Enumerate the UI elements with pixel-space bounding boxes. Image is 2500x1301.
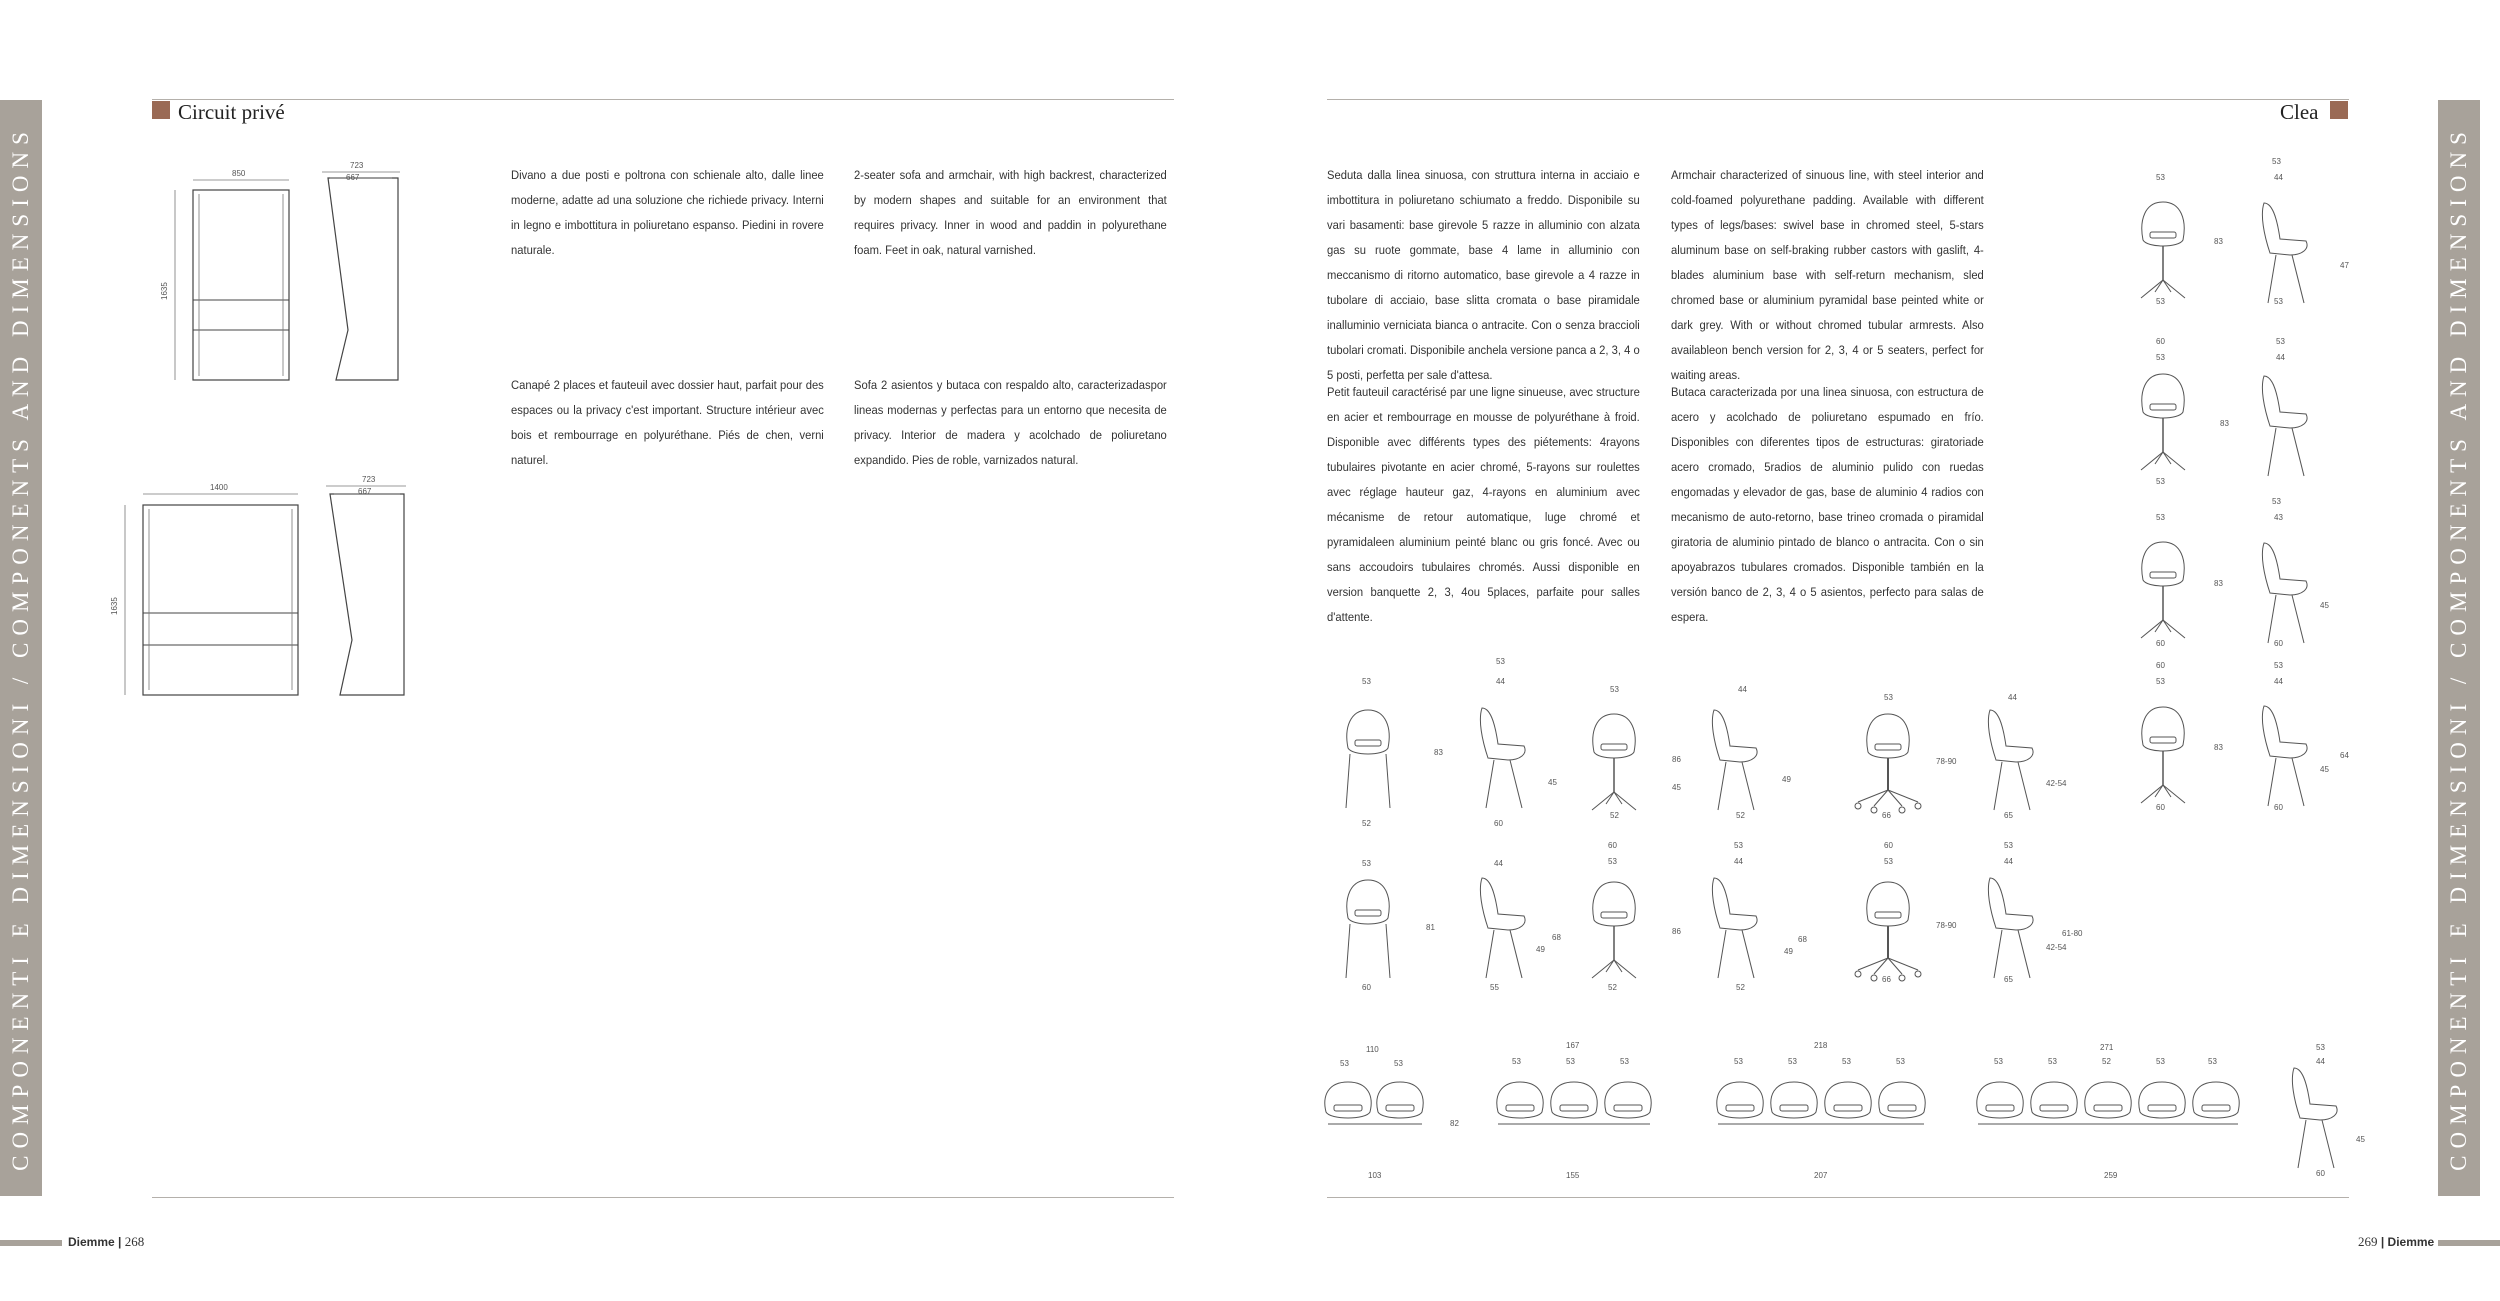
bench1-seat2: 53 <box>1394 1059 1403 1068</box>
row2-c1-bottom: 60 <box>1362 983 1371 992</box>
col1-side-bottom: 53 <box>2274 297 2283 306</box>
right-folio-sep: | <box>2380 1235 2385 1249</box>
bench3-seat4: 53 <box>1896 1057 1905 1066</box>
right-text-es: Butaca caracterizada por una linea sinuosa, con estructura de acero y acolchado de poliuretano espumado en frío. Disponibles con diferentes tipos de estructuras: giratoriade acero cromado, 5radios de aluminio pulido con ruedas engomadas y elevador de gas, base de aluminio 4 radios con mecanismo de auto-retorno, base trineo cromada o piramidal giratoria de aluminio pintado de blanco o antracita. Con o sin apoyabrazos tubulares cromados. Disponible también en la versión banco de 2, 3, 4 o 5 asientos, perfecto para salas de espera. <box>1671 385 1984 624</box>
right-folio-brand: Diemme <box>2387 1235 2435 1249</box>
row2-c2-arm: 68 <box>1552 933 1561 942</box>
row2-c4-bottom: 52 <box>1736 983 1745 992</box>
col4-arm: 64 <box>2340 751 2349 760</box>
circuit-armchair-front <box>175 180 289 380</box>
row2-c2-seat: 49 <box>1536 945 1545 954</box>
row1-c5-height: 78-90 <box>1936 757 1957 766</box>
circuit-armchair-side <box>322 172 400 380</box>
row2-c1-top: 53 <box>1362 859 1371 868</box>
bench3-seat1: 53 <box>1734 1057 1743 1066</box>
left-folio-sep: | <box>118 1235 122 1249</box>
circuit-sofa-side <box>326 486 406 695</box>
row2-c5-top: 60 <box>1884 841 1893 850</box>
bench4-seat1: 53 <box>1994 1057 2003 1066</box>
left-folio-page: 268 <box>124 1234 145 1249</box>
clea-chair-row1 <box>1346 708 2033 813</box>
row2-c2-bottom: 55 <box>1490 983 1499 992</box>
row2-c3-bottom: 52 <box>1608 983 1617 992</box>
col3-side-top: 53 <box>2272 497 2281 506</box>
right-page-title: Clea <box>2280 100 2319 124</box>
left-text-es: Sofa 2 asientos y butaca con respaldo alto, caracterizadaspor lineas modernas y perfectas para un entorno que necesita de privacy. Interior de madera y acolchado de poliuretano expandido. Pies de roble, varnizados natural. <box>854 378 1167 467</box>
bench-side-bottom: 60 <box>2316 1169 2325 1178</box>
col4-front-top2: 53 <box>2156 677 2165 686</box>
bench4-total: 271 <box>2100 1043 2114 1052</box>
col4-side-top2: 44 <box>2274 677 2283 686</box>
left-bottom-rule <box>152 1197 1174 1198</box>
bench1-seat1: 53 <box>1340 1059 1349 1068</box>
clea-side-column <box>2141 202 2307 806</box>
bench3-seat2: 53 <box>1788 1057 1797 1066</box>
row2-c4-seat: 49 <box>1784 947 1793 956</box>
left-folio <box>68 1234 144 1250</box>
row2-c1-height: 81 <box>1426 923 1435 932</box>
row1-c5-top: 53 <box>1884 693 1893 702</box>
row2-c4-top: 53 <box>1734 841 1743 850</box>
left-text-it: Divano a due posti e poltrona con schienale alto, dalle linee moderne, adatte ad una soluzione che richiede privacy. Interni in legno e imbottitura in poliuretano espanso. Piedini in rovere naturale. <box>511 168 824 257</box>
right-folio-page: 269 <box>2358 1234 2378 1249</box>
row1-c4-height: 86 <box>1672 755 1681 764</box>
circuit-sofa-front <box>125 494 298 695</box>
row1-c1-height: 83 <box>1434 748 1443 757</box>
row2-c6-top2: 44 <box>2004 857 2013 866</box>
row1-c1-bottom: 52 <box>1362 819 1371 828</box>
row2-c4-arm: 68 <box>1798 935 1807 944</box>
row1-c1-top: 53 <box>1362 677 1371 686</box>
row2-c5-bottom: 66 <box>1882 975 1891 984</box>
col3-front-bottom: 60 <box>2156 639 2165 648</box>
col4-side-top: 53 <box>2274 661 2283 670</box>
dim-armchair-width: 850 <box>232 169 246 178</box>
row2-c5-height: 78-90 <box>1936 921 1957 930</box>
clea-benches <box>1325 1068 2337 1168</box>
right-sidebar-label: COMPONENTI E DIMENSIONI / COMPONENTS AND DIMENSIONS <box>2446 125 2471 1171</box>
dim-sofa-width: 1400 <box>210 483 228 492</box>
bench4-seat4: 53 <box>2156 1057 2165 1066</box>
row2-c3-top2: 53 <box>1608 857 1617 866</box>
col3-seat: 45 <box>2320 601 2329 610</box>
col1-side-top2: 44 <box>2274 173 2283 182</box>
dim-armchair-height: 1635 <box>160 282 169 300</box>
bench-side-top2: 44 <box>2316 1057 2325 1066</box>
left-page-title: Circuit privé <box>178 100 285 124</box>
bench2-seat1: 53 <box>1512 1057 1521 1066</box>
row1-c6-top: 44 <box>2008 693 2017 702</box>
dim-armchair-depth-outer: 723 <box>350 161 364 170</box>
left-folio-brand: Diemme <box>68 1235 115 1249</box>
row1-c2-top: 53 <box>1496 657 1505 666</box>
dim-sofa-height: 1635 <box>110 597 119 615</box>
row1-c2-seat: 45 <box>1548 778 1557 787</box>
bench1-total: 110 <box>1366 1045 1379 1054</box>
bench4-base: 259 <box>2104 1171 2118 1180</box>
col2-front-top: 60 <box>2156 337 2165 346</box>
row2-c2-top: 44 <box>1494 859 1503 868</box>
row1-c2-bottom: 60 <box>1494 819 1503 828</box>
col1-front-top: 53 <box>2156 173 2165 182</box>
col1-height: 83 <box>2214 237 2223 246</box>
row2-c6-arm: 61-80 <box>2062 929 2083 938</box>
bench1-height: 82 <box>1450 1119 1459 1128</box>
bench2-seat2: 53 <box>1566 1057 1575 1066</box>
left-footer-bar <box>0 1240 62 1246</box>
bench3-seat3: 53 <box>1842 1057 1851 1066</box>
row2-c6-bottom: 65 <box>2004 975 2013 984</box>
right-text-en: Armchair characterized of sinuous line, with steel interior and cold-foamed polyurethane padding. Available with different types of legs/bases: swivel base in chromed steel, 5-stars aluminum base on self-braking rubber castors with gaslift, 4-blades aluminium base with self-return mechanism, sled chromed base or aluminium pyramidal base peinted white or dark grey. With or without chromed tubular armrests. Also availableon bench version for 2, 3, 4 or 5 seaters, perfect for waiting areas. <box>1671 168 1984 382</box>
col4-front-bottom: 60 <box>2156 803 2165 812</box>
bench3-total: 218 <box>1814 1041 1828 1050</box>
col3-side-top2: 43 <box>2274 513 2283 522</box>
right-text-it: Seduta dalla linea sinuosa, con struttura interna in acciaio e imbottitura in poliuretano schiumato a freddo. Disponibile su vari basamenti: base girevole 5 razze in alluminio con alzata gas su ruote gommate, base 4 lame in alluminio con meccanismo di ritorno automatico, base girevole a 4 razze in tubolare di acciaio, base slitta cromata o base piramidale inalluminio verniciata bianca o antracite. Con o senza braccioli tubolari cromati. Disponibile anchela versione panca a 2, 3, 4 o 5 posti, perfetta per sale d'attesa. <box>1327 168 1640 382</box>
bench-side-top: 53 <box>2316 1043 2325 1052</box>
dim-sofa-depth-inner: 667 <box>358 487 372 496</box>
left-text-en: 2-seater sofa and armchair, with high backrest, characterized by modern shapes and suitable for an environment that requires privacy. Inner in wood and paddin in polyurethane foam. Feet in oak, natural varnished. <box>854 168 1167 257</box>
col3-side-bottom: 60 <box>2274 639 2283 648</box>
clea-chair-row2 <box>1346 878 2033 981</box>
bench2-base: 155 <box>1566 1171 1580 1180</box>
col2-front-bottom: 53 <box>2156 477 2165 486</box>
bench4-seat3: 52 <box>2102 1057 2111 1066</box>
col3-front-top: 53 <box>2156 513 2165 522</box>
col4-seat: 45 <box>2320 765 2329 774</box>
row1-c6-bottom: 65 <box>2004 811 2013 820</box>
col3-height: 83 <box>2214 579 2223 588</box>
col4-front-top: 60 <box>2156 661 2165 670</box>
col2-height: 83 <box>2220 419 2229 428</box>
row2-c6-top: 53 <box>2004 841 2013 850</box>
col2-front-top2: 53 <box>2156 353 2165 362</box>
bench-side-seat: 45 <box>2356 1135 2365 1144</box>
bench2-total: 167 <box>1566 1041 1580 1050</box>
row1-c4-seat: 49 <box>1782 775 1791 784</box>
bench1-base: 103 <box>1368 1171 1382 1180</box>
bench2-seat3: 53 <box>1620 1057 1629 1066</box>
col1-front-bottom: 53 <box>2156 297 2165 306</box>
row2-c4-top2: 44 <box>1734 857 1743 866</box>
row2-c5-top2: 53 <box>1884 857 1893 866</box>
bench4-seat2: 53 <box>2048 1057 2057 1066</box>
dim-armchair-depth-inner: 667 <box>346 173 360 182</box>
bench4-seat5: 53 <box>2208 1057 2217 1066</box>
row1-c3-bottom: 52 <box>1610 811 1619 820</box>
right-folio <box>2358 1234 2434 1250</box>
row1-c5-bottom: 66 <box>1882 811 1891 820</box>
dim-sofa-depth-outer: 723 <box>362 475 376 484</box>
row2-c4-height: 86 <box>1672 927 1681 936</box>
col4-height: 83 <box>2214 743 2223 752</box>
left-sidebar-label: COMPONENTI E DIMENSIONI / COMPONENTS AND DIMENSIONS <box>8 125 33 1171</box>
col2-side-top: 53 <box>2276 337 2285 346</box>
row2-c3-top: 60 <box>1608 841 1617 850</box>
row1-c4-top: 44 <box>1738 685 1747 694</box>
col4-side-bottom: 60 <box>2274 803 2283 812</box>
row1-c6-seat: 42-54 <box>2046 779 2067 788</box>
bench3-base: 207 <box>1814 1171 1828 1180</box>
col1-side-top: 53 <box>2272 157 2281 166</box>
right-text-fr: Petit fauteuil caractérisé par une ligne sinueuse, avec structure en acier et rembourrage en mousse de polyuréthane à froid. Disponible avec différents types des piétements: 4rayons tubulaires pivotante en acier chromé, 5-rayons sur roulettes avec réglage hauteur gaz, 4-rayons en aluminium avec mécanisme de retour automatique, luge chromé et pyramidaleen aluminium peinté blanc ou gris foncé. Avec ou sans accoudoirs tubulaires chromés. Aussi disponible en version banquette 2, 3, 4ou 5places, parfaite pour salles d'attente. <box>1327 385 1640 624</box>
left-text-fr: Canapé 2 places et fauteuil avec dossier haut, parfait pour des espaces ou la privacy c'est important. Structure intérieur avec bois et rembourrage en polyuréthane. Piés de chen, verni naturel. <box>511 378 824 467</box>
right-footer-bar <box>2438 1240 2500 1246</box>
row1-c3-seat: 45 <box>1672 783 1681 792</box>
col1-seat: 47 <box>2340 261 2349 270</box>
row2-c6-seat: 42-54 <box>2046 943 2067 952</box>
row1-c2-top2: 44 <box>1496 677 1505 686</box>
row1-c3-top: 53 <box>1610 685 1619 694</box>
col2-side-top2: 44 <box>2276 353 2285 362</box>
row1-c4-bottom: 52 <box>1736 811 1745 820</box>
right-bottom-rule <box>1327 1197 2349 1198</box>
